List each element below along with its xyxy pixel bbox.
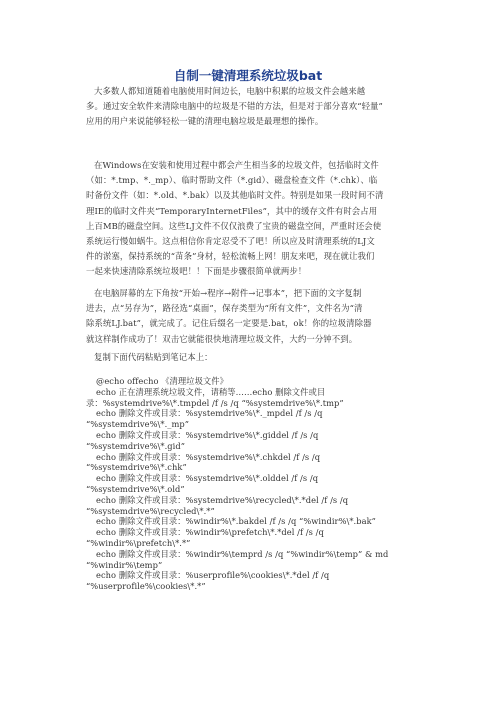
code-line: echo 删除文件或目录：%systemdrive%\recycled\*.*del /f /s /q [96,494,349,505]
code-line: @echo offecho 《清理垃圾文件》 [96,376,228,386]
document-title: 自制一键清理系统垃圾bat [173,68,323,83]
paragraph-line: 除系统LJ.bat”，就完成了。记住后缀名一定要是.bat，ok！你的垃圾清除器 [86,318,372,329]
paragraph-line: 就这样制作成功了！双击它就能很快地清理垃圾文件，大约一分钟不到。 [86,333,358,344]
steps-paragraph [86,286,416,347]
code-line: echo 删除文件或目录：%userprofile%\cookies\*.*del /f /q [96,570,330,581]
paragraph-line: 系统运行慢如蜗牛。这点相信你肯定忍受不了吧！所以应及时清理系统的LJ文 [86,236,375,247]
code-line: echo 删除文件或目录：%systemdrive%\*.olddel /f /s /q [96,473,319,484]
code-line: “%systemdrive%\recycled\*.*” [86,505,215,516]
code-block [86,376,431,592]
code-line: echo 删除文件或目录：%systemdrive%\*.chkdel /f /s /q [96,451,321,462]
code-line: “%windir%\prefetch\*.*” [86,537,191,548]
intro-line: 大多数人都知道随着电脑使用时间边长，电脑中积累的垃圾文件会越来越 [94,86,366,96]
paragraph-line: 进去，点“另存为”，路径选“桌面”，保存类型为“所有文件”，文件名为“清 [86,303,363,314]
code-line: “%systemdrive%\*.old” [86,483,185,494]
paragraph-line: 时备份文件（如：*.old、*.bak）以及其他临时文件。特别是如果一段时间不清 [86,190,384,201]
paragraph-line: 上百MB的磁盘空间。这些LJ文件不仅仅浪费了宝贵的磁盘空间，严重时还会使 [86,220,382,231]
code-line: “%windir%\temp” [86,559,163,570]
code-line: “%systemdrive%\*.chk” [86,462,187,473]
code-line: echo 删除文件或目录：%systemdrive%\*.giddel /f /s /q [96,429,319,440]
code-line: echo 删除文件或目录：%windir%\temprd /s /q “%windir%\temp” & md [96,548,389,559]
paragraph-line: 件的淤塞，保持系统的“苗条”身材，轻松流畅上网！朋友来吧，现在就让我们 [86,251,375,262]
code-line: 录：%systemdrive%\*.tmpdel /f /s /q “%systemdrive%\*.tmp” [86,397,344,408]
paragraph-line: 在Windows在安装和使用过程中都会产生相当多的垃圾文件，包括临时文件 [94,160,379,170]
code-line: “%systemdrive%\*.gid” [86,440,185,451]
code-line: echo 删除文件或目录：%windir%\prefetch\*.*del /f /s /q [96,527,324,538]
code-line: echo 删除文件或目录：%windir%\*.bakdel /f /s /q “%windir%\*.bak” [96,516,376,527]
code-line: echo 删除文件或目录：%systemdrive%\*._mpdel /f /s /q [96,408,323,419]
code-line: “%userprofile%\cookies\*.*” [86,581,206,592]
paragraph-line: （如：*.tmp、*._mp）、临时帮助文件（*.gid）、磁盘检查文件（*.chk）、临 [86,175,378,186]
code-line: “%systemdrive%\*._mp” [86,419,190,430]
intro-paragraph [86,84,416,130]
code-line: echo 正在清理系统垃圾文件，请稍等……echo 删除文件或目 [96,386,326,397]
intro-line: 多。通过安全软件来清除电脑中的垃圾是不错的方法，但是对于部分喜欢“轻量” [86,101,383,112]
intro-line: 应用的用户来说能够轻松一键的清理电脑垃圾是最理想的操作。 [86,116,324,127]
paragraph-line: 一起来快速清除系统垃圾吧！！下面是步骤很简单就两步！ [86,266,307,277]
paragraph-line: 在电脑屏幕的左下角按“开始→程序→附件→记事本”，把下面的文字复制 [94,288,362,298]
paragraph-line: 理IE的临时文件夹“TemporaryInternetFiles”，其中的缓存文件有时会占用 [86,205,378,216]
copy-hint: 复制下面代码粘贴到笔记本上： [94,352,213,362]
windows-junk-paragraph [86,158,416,280]
